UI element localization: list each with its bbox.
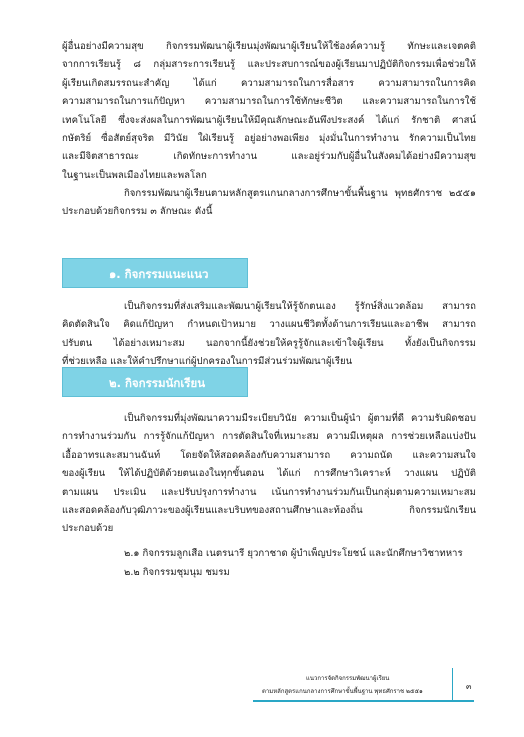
paragraph-line: และมีจิตสาธารณะ เกิดทักษะการทำงาน และอยู่ร่วมกับผู้อื่นในสังคมได้อย่างมีความสุข: [62, 151, 476, 163]
paragraph-line: กิจกรรมพัฒนาผู้เรียนตามหลักสูตรแกนกลางการศึกษาขั้นพื้นฐาน พุทธศักราช ๒๕๕๑: [124, 188, 476, 199]
footer-subtitle: ตามหลักสูตรแกนกลางการศึกษาขั้นพื้นฐาน พุทธศักราช ๒๕๕๑: [262, 688, 423, 695]
paragraph-line: คิดตัดสินใจ คิดแก้ปัญหา กำหนดเป้าหมาย วางแผนชีวิตทั้งด้านการเรียนและอาชีพ สามารถ: [62, 319, 476, 331]
structure-paragraph: [62, 185, 476, 222]
paragraph-line: เอื้ออาทรและสมานฉันท์ โดยจัดให้สอดคล้องกับความสามารถ ความถนัด และความสนใจ: [62, 449, 476, 461]
paragraph-line: ตามแผน ประเมิน และปรับปรุงการทำงาน เน้นการทำงานร่วมกันเป็นกลุ่มตามความเหมาะสม: [62, 486, 476, 498]
paragraph-line: ที่ช่วยเหลือ และให้คำปรึกษาแก่ผู้ปกครองในการมีส่วนร่วมพัฒนาผู้เรียน: [62, 356, 353, 368]
intro-paragraph: [62, 38, 476, 185]
paragraph-line: ปรับตน ได้อย่างเหมาะสม นอกจากนี้ยังช่วยให้ครูรู้จักและเข้าใจผู้เรียน ทั้งยังเป็นกิจกรรม: [62, 337, 476, 349]
list-item: ๒.๒ กิจกรรมชุมนุม ชมรม: [124, 567, 230, 578]
paragraph-line: การทำงานร่วมกัน การรู้จักแก้ปัญหา การตัดสินใจที่เหมาะสม ความมีเหตุผล การช่วยเหลือแบ่งปัน: [62, 431, 476, 443]
student-activities-paragraph: [62, 410, 476, 539]
paragraph-line: ประกอบด้วย: [62, 523, 114, 535]
paragraph-line: ผู้อื่นอย่างมีความสุข กิจกรรมพัฒนาผู้เรียนมุ่งพัฒนาผู้เรียนให้ใช้องค์ความรู้ ทักษะและเจตคติ: [62, 41, 476, 52]
footer-divider: [452, 668, 453, 700]
paragraph-line: เป็นกิจกรรมที่มุ่งพัฒนาความมีระเบียบวินัย ความเป็นผู้นำ ผู้ตามที่ดี ความรับผิดชอบ: [124, 413, 476, 424]
section-heading-guidance: [62, 258, 248, 288]
footer-title: แนวการจัดกิจกรรมพัฒนาผู้เรียน: [306, 675, 390, 682]
paragraph-line: เทคโนโลยี ซึ่งจะส่งผลในการพัฒนาผู้เรียนให้มีคุณลักษณะอันพึงประสงค์ ได้แก่ รักชาติ ศาสน์: [62, 114, 476, 126]
paragraph-line: ในฐานะเป็นพลเมืองไทยและพลโลก: [62, 169, 207, 181]
paragraph-line: กษัตริย์ ซื่อสัตย์สุจริต มีวินัย ใฝ่เรียนรู้ อยู่อย่างพอเพียง มุ่งมั่นในการทำงาน รักความเป็นไทย: [62, 133, 476, 145]
paragraph-line: ความสามารถในการแก้ปัญหา ความสามารถในการใช้ทักษะชีวิต และความสามารถในการใช้: [62, 96, 476, 108]
paragraph-line: จากการเรียนรู้ ๘ กลุ่มสาระการเรียนรู้ และประสบการณ์ของผู้เรียนมาปฏิบัติกิจกรรมเพื่อช่วยให้: [62, 59, 476, 71]
paragraph-line: และสอดคล้องกับวุฒิภาวะของผู้เรียนและบริบทของสถานศึกษาและท้องถิ่น กิจกรรมนักเรียน: [62, 505, 476, 517]
guidance-paragraph: [62, 298, 476, 372]
page-number: ๓: [466, 682, 472, 691]
paragraph-line: ของผู้เรียน ให้ได้ปฏิบัติด้วยตนเองในทุกขั้นตอน ได้แก่ การศึกษาวิเคราะห์ วางแผน ปฏิบัติ: [62, 468, 476, 480]
section-heading-student-activities-text: ๒. กิจกรรมนักเรียน: [109, 376, 206, 390]
list-item: ๒.๑ กิจกรรมลูกเสือ เนตรนารี ยุวกาชาด ผู้บำเพ็ญประโยชน์ และนักศึกษาวิชาทหาร: [124, 548, 463, 559]
paragraph-line: ผู้เรียนเกิดสมรรถนะสำคัญ ได้แก่ ความสามารถในการสื่อสาร ความสามารถในการคิด: [62, 77, 476, 89]
section-heading-student-activities: [62, 367, 248, 397]
footer-rule: [253, 700, 474, 702]
paragraph-line: ประกอบด้วยกิจกรรม ๓ ลักษณะ ดังนี้: [62, 206, 213, 218]
paragraph-line: เป็นกิจกรรมที่ส่งเสริมและพัฒนาผู้เรียนให้รู้จักตนเอง รู้รักษ์สิ่งแวดล้อม สามารถ: [124, 301, 476, 312]
section-heading-guidance-text: ๑. กิจกรรมแนะแนว: [109, 267, 209, 281]
